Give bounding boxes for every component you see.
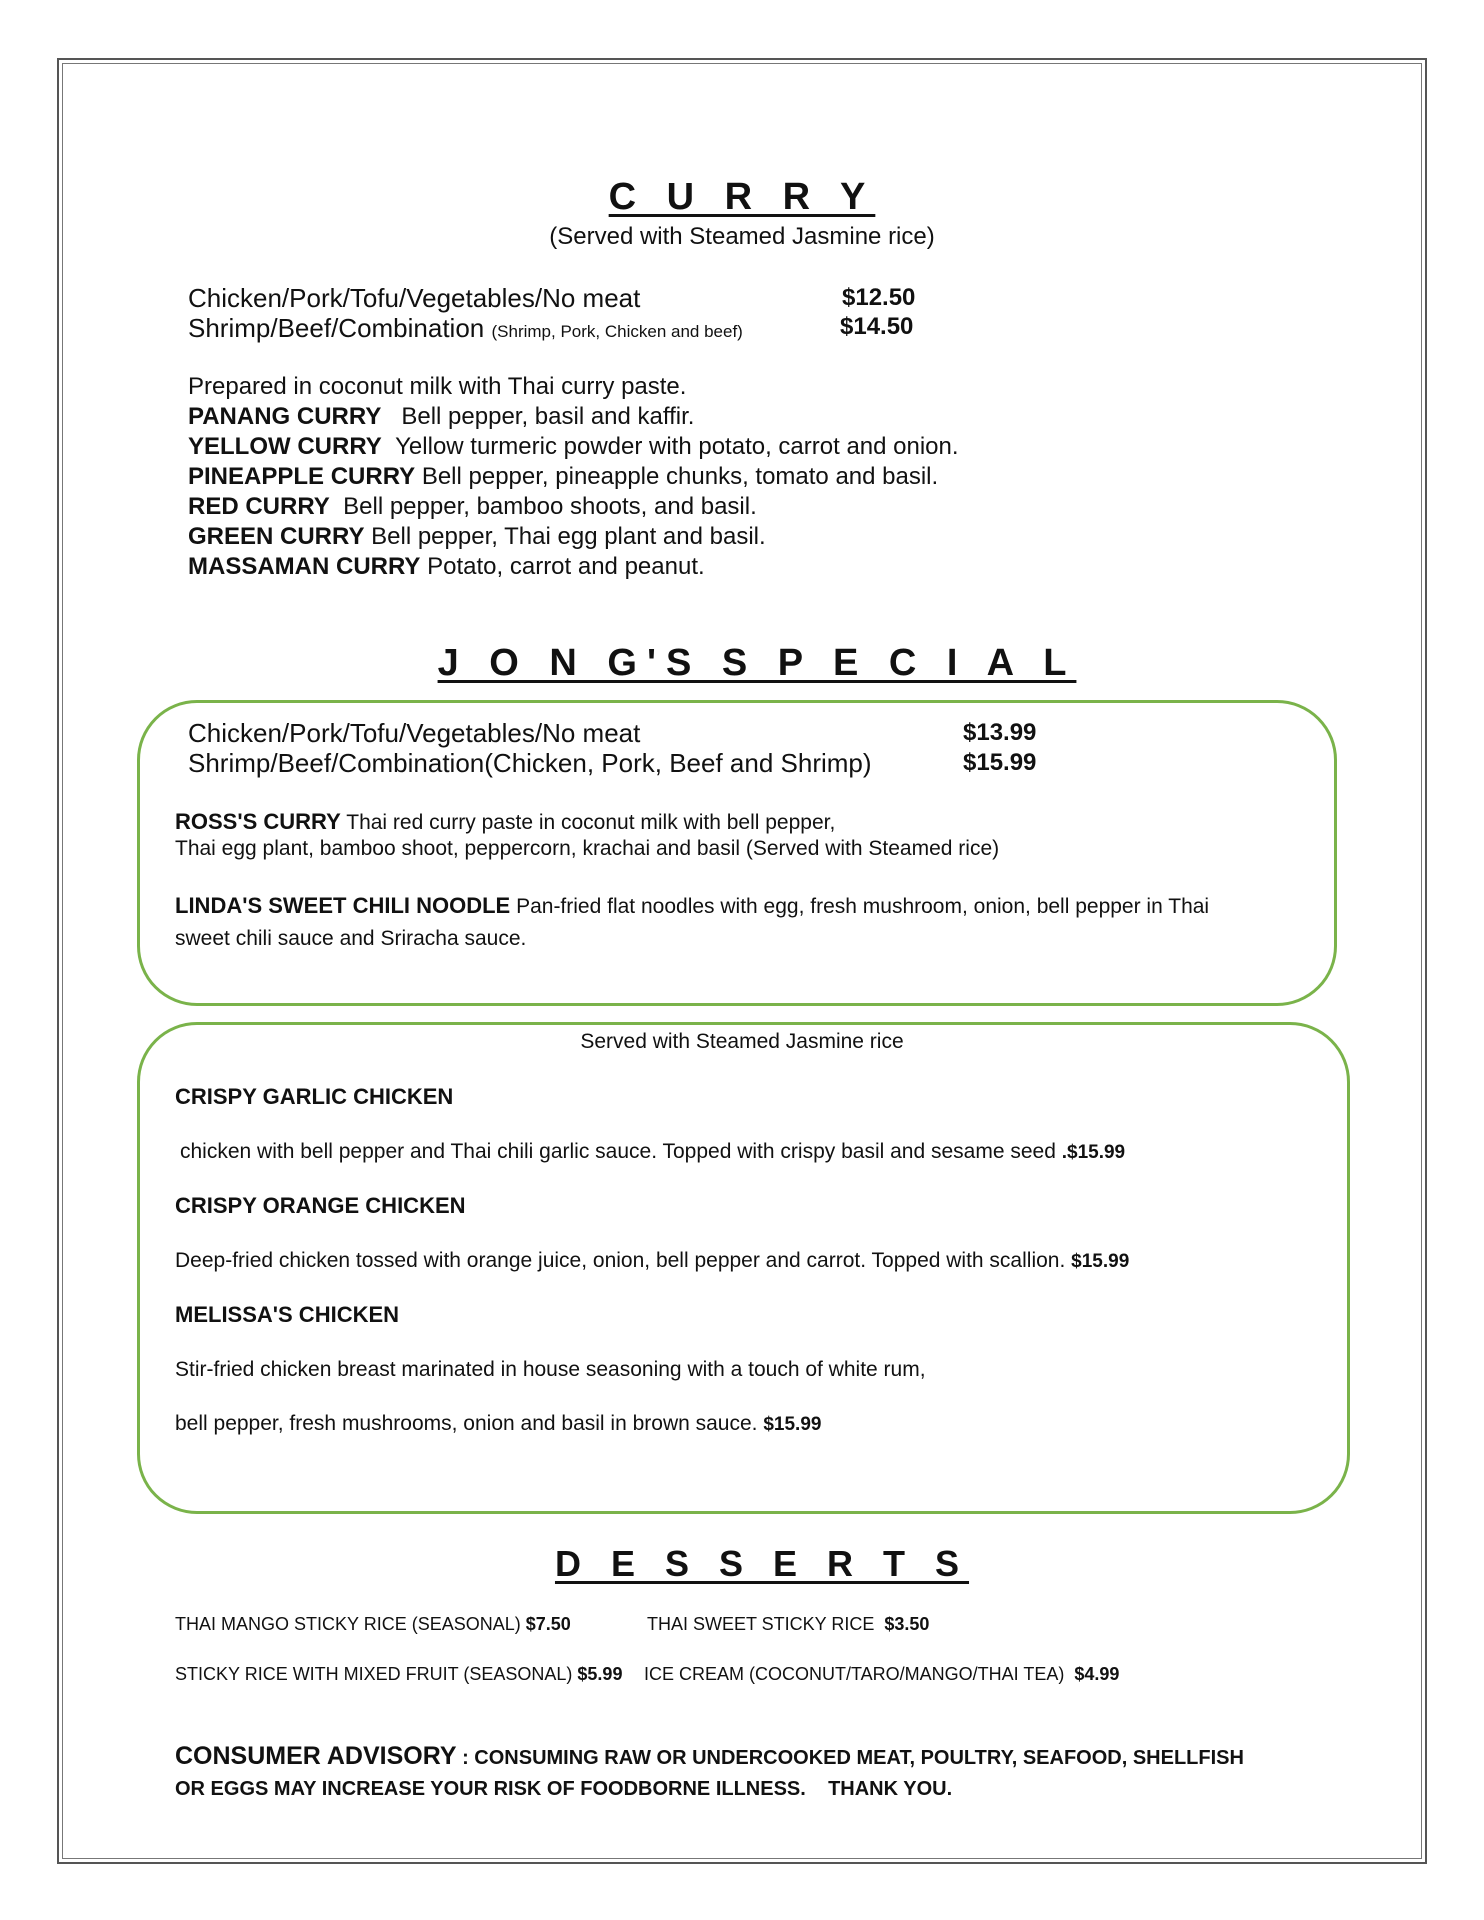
desserts-title: D E S S E R T S (554, 1543, 970, 1584)
linda-noodle-desc-1: Pan-fried flat noodles with egg, fresh mushroom, onion, bell pepper in Thai (516, 895, 1210, 918)
consumer-advisory-line-2 (175, 1778, 952, 1801)
dessert-name: ICE CREAM (COCONUT/TARO/MANGO/THAI TEA) (644, 1664, 1065, 1684)
curry-subtitle: (Served with Steamed Jasmine rice) (549, 223, 935, 250)
curry-item-name: PANANG CURRY (188, 403, 382, 430)
special-price-label-2: Shrimp/Beef/Combination(Chicken, Pork, Beef and Shrimp) (188, 748, 872, 778)
curry-item (188, 433, 959, 461)
curry-price-label-1: Chicken/Pork/Tofu/Vegetables/No meat (188, 283, 641, 313)
dessert-name: THAI MANGO STICKY RICE (SEASONAL) (175, 1614, 521, 1634)
linda-noodle-desc-2: sweet chili sauce and Sriracha sauce. (175, 927, 527, 950)
curry-item (188, 403, 694, 431)
special-price-2: $15.99 (963, 749, 1037, 776)
melissa-chicken-price: $15.99 (763, 1414, 822, 1435)
curry-price-1: $12.50 (842, 284, 916, 311)
curry-item (188, 523, 766, 551)
curry-item (188, 553, 705, 581)
orange-chicken-desc: Deep-fried chicken tossed with orange juice, onion, bell pepper and carrot. Topped with scallion. (175, 1249, 1066, 1272)
dessert-price: $7.50 (525, 1614, 571, 1634)
linda-noodle-name: LINDA'S SWEET CHILI NOODLE (175, 893, 511, 918)
curry-intro: Prepared in coconut milk with Thai curry paste. (188, 373, 687, 400)
curry-price-note-2: (Shrimp, Pork, Chicken and beef) (491, 322, 743, 341)
dessert-item (175, 1614, 571, 1635)
consumer-advisory-line-1 (175, 1742, 1244, 1771)
curry-item-desc: Bell pepper, Thai egg plant and basil. (371, 523, 766, 550)
thank-you: THANK YOU. (828, 1778, 953, 1800)
special-price-label-1: Chicken/Pork/Tofu/Vegetables/No meat (188, 718, 641, 748)
curry-item-desc: Bell pepper, bamboo shoots, and basil. (343, 493, 757, 520)
dessert-price: $4.99 (1074, 1664, 1120, 1684)
special-title: J O N G'S S P E C I A L (437, 642, 1077, 684)
melissa-chicken-name: MELISSA'S CHICKEN (175, 1302, 400, 1327)
ross-curry (175, 809, 835, 835)
garlic-chicken-line (180, 1140, 1125, 1164)
orange-chicken-price: $15.99 (1071, 1251, 1130, 1272)
garlic-chicken-price: .$15.99 (1061, 1142, 1126, 1163)
curry-item (188, 493, 757, 521)
garlic-chicken-name: CRISPY GARLIC CHICKEN (175, 1084, 454, 1109)
curry-item-desc: Bell pepper, pineapple chunks, tomato and basil. (421, 463, 939, 490)
dessert-name: STICKY RICE WITH MIXED FRUIT (SEASONAL) (175, 1664, 573, 1684)
curry-item-name: PINEAPPLE CURRY (188, 463, 416, 490)
ross-curry-name: ROSS'S CURRY (175, 809, 341, 834)
consumer-advisory-text-1: : CONSUMING RAW OR UNDERCOOKED MEAT, POULTRY, SEAFOOD, SHELLFISH (462, 1747, 1244, 1769)
dessert-price: $5.99 (577, 1664, 623, 1684)
orange-chicken-name: CRISPY ORANGE CHICKEN (175, 1193, 466, 1218)
orange-chicken-line (175, 1249, 1129, 1273)
special-price-1: $13.99 (963, 719, 1037, 746)
curry-item-desc: Bell pepper, basil and kaffir. (401, 403, 695, 430)
curry-item (188, 463, 938, 491)
curry-price-label-2: Shrimp/Beef/Combination (188, 313, 485, 343)
curry-item-name: YELLOW CURRY (188, 433, 382, 460)
curry-item-name: GREEN CURRY (188, 523, 365, 550)
ross-curry-desc-1: Thai red curry paste in coconut milk with bell pepper, (346, 811, 836, 834)
consumer-advisory-text-2: OR EGGS MAY INCREASE YOUR RISK OF FOODBORNE ILLNESS. (175, 1778, 806, 1800)
curry-item-name: MASSAMAN CURRY (188, 553, 421, 580)
garlic-chicken-desc: chicken with bell pepper and Thai chili garlic sauce. Topped with crispy basil and sesame seed (180, 1140, 1056, 1163)
dessert-item (647, 1614, 929, 1635)
curry-title: C U R R Y (608, 176, 876, 218)
dessert-item (175, 1664, 622, 1685)
melissa-chicken-desc-2: bell pepper, fresh mushrooms, onion and basil in brown sauce. (175, 1412, 758, 1435)
rice-box-header: Served with Steamed Jasmine rice (580, 1030, 904, 1053)
consumer-advisory-label: CONSUMER ADVISORY (175, 1742, 457, 1770)
dessert-price: $3.50 (884, 1614, 930, 1634)
ross-curry-desc-2: Thai egg plant, bamboo shoot, peppercorn, krachai and basil (Served with Steamed rice) (175, 837, 1000, 860)
dessert-name: THAI SWEET STICKY RICE (647, 1614, 875, 1634)
curry-price-row-2 (188, 313, 743, 344)
melissa-chicken-line-2 (175, 1412, 821, 1436)
curry-item-name: RED CURRY (188, 493, 330, 520)
curry-item-desc: Yellow turmeric powder with potato, carrot and onion. (395, 433, 959, 460)
linda-noodle (175, 893, 1209, 919)
dessert-item (644, 1664, 1119, 1685)
curry-price-2: $14.50 (840, 313, 914, 340)
melissa-chicken-desc-1: Stir-fried chicken breast marinated in house seasoning with a touch of white rum, (175, 1358, 926, 1381)
curry-item-desc: Potato, carrot and peanut. (427, 553, 705, 580)
